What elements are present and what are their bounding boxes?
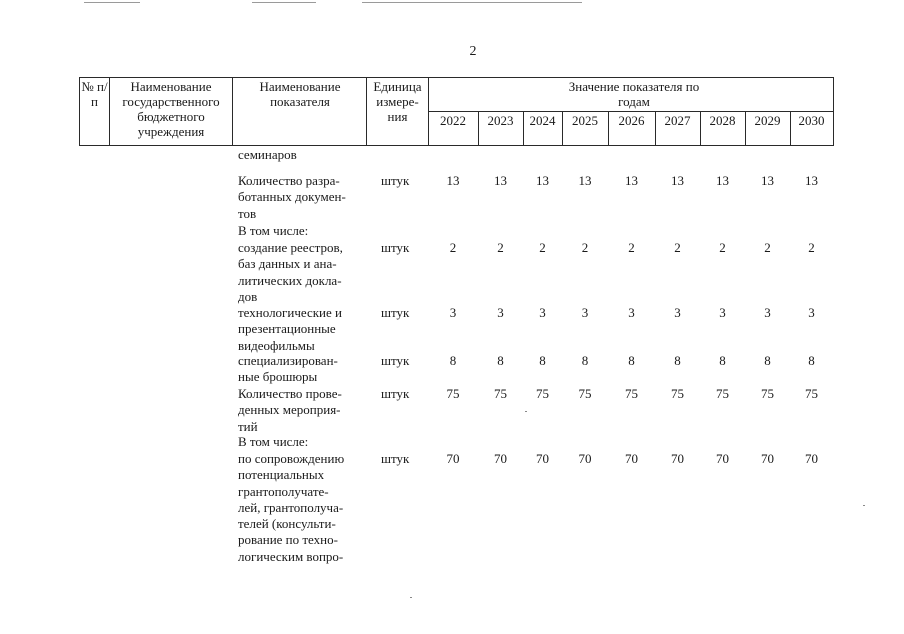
indicator-name — [238, 451, 364, 565]
indicator-name — [238, 173, 364, 222]
indicator-line: тий — [238, 418, 258, 434]
indicator-line: видеофильмы — [238, 337, 315, 353]
indicator-line: рование по техно- — [238, 532, 338, 548]
indicator-line: ботанных докумен- — [238, 189, 346, 205]
header-unit: Единица измере-ния — [373, 79, 422, 124]
value-cell: 75 — [716, 386, 729, 401]
value-cell: 2 — [539, 240, 546, 255]
value-cell: 3 — [449, 305, 457, 320]
value-cell: 3 — [808, 305, 815, 320]
value-cell: 13 — [536, 173, 549, 188]
scan-speck — [410, 597, 412, 598]
header-year: 2027 — [664, 113, 691, 128]
indicator-name — [238, 223, 364, 239]
value-cell: 75 — [536, 386, 549, 401]
indicator-name — [238, 353, 364, 386]
value-cell: 75 — [625, 386, 638, 401]
value-cell: 2 — [497, 240, 504, 255]
value-cell: 75 — [805, 386, 818, 401]
value-cell: 70 — [625, 451, 638, 466]
value-cell: 3 — [719, 305, 726, 320]
value-cell: 8 — [808, 353, 815, 368]
indicator-name — [238, 240, 364, 305]
value-cell: 13 — [578, 173, 592, 188]
indicator-line: лей, грантополуча- — [238, 499, 344, 515]
value-cell: 13 — [446, 173, 460, 188]
value-cell: 2 — [674, 240, 681, 255]
unit-cell: штук — [381, 173, 410, 188]
header-year: 2030 — [798, 113, 825, 128]
header-year: 2023 — [487, 113, 514, 128]
indicator-line: ные брошюры — [238, 369, 318, 385]
indicator-line: тов — [238, 205, 257, 221]
value-cell: 13 — [671, 173, 684, 188]
value-cell: 75 — [671, 386, 684, 401]
value-cell: 2 — [808, 240, 815, 255]
header-institution: Наименование государственного бюджетного учреждения — [122, 79, 220, 139]
value-cell: 75 — [494, 386, 507, 401]
value-cell: 70 — [536, 451, 549, 466]
indicator-line: баз данных и ана- — [238, 256, 337, 272]
value-cell: 13 — [625, 173, 638, 188]
header-year: 2028 — [709, 113, 736, 128]
indicator-line: логическим вопро- — [238, 548, 344, 564]
value-cell: 2 — [449, 240, 457, 255]
value-cell: 75 — [761, 386, 774, 401]
indicator-line: дов — [238, 288, 258, 304]
indicator-line: Количество прове- — [238, 386, 342, 401]
indicator-line: семинаров — [238, 147, 297, 162]
header-value-group: Значение показателя по годам — [568, 79, 700, 109]
indicator-line: специализирован- — [238, 353, 338, 368]
indicator-line: денных мероприя- — [238, 402, 341, 418]
value-cell: 13 — [805, 173, 818, 188]
indicator-line: литических докла- — [238, 272, 342, 288]
unit-cell: штук — [381, 240, 410, 255]
value-cell: 3 — [628, 305, 635, 320]
value-cell: 70 — [761, 451, 774, 466]
indicator-name — [238, 434, 364, 450]
value-cell: 8 — [449, 353, 457, 368]
page-number: 2 — [469, 44, 477, 59]
indicator-name — [238, 386, 364, 435]
unit-cell: штук — [381, 305, 410, 320]
value-cell: 2 — [581, 240, 589, 255]
value-cell: 8 — [674, 353, 681, 368]
value-cell: 2 — [719, 240, 726, 255]
indicator-line: В том числе: — [238, 434, 309, 449]
indicator-name — [238, 305, 364, 354]
indicator-line: технологические и — [238, 305, 342, 320]
unit-cell: штук — [381, 451, 410, 466]
value-cell: 8 — [581, 353, 589, 368]
value-cell: 8 — [539, 353, 546, 368]
header-year: 2024 — [529, 113, 556, 128]
value-cell: 2 — [764, 240, 771, 255]
scan-speck — [863, 505, 865, 506]
unit-cell: штук — [381, 353, 410, 368]
value-cell: 70 — [671, 451, 684, 466]
header-year: 2025 — [572, 113, 598, 128]
value-cell: 75 — [578, 386, 592, 401]
value-cell: 13 — [761, 173, 774, 188]
unit-cell: штук — [381, 386, 410, 401]
value-cell: 70 — [578, 451, 592, 466]
header-num: № п/п — [81, 79, 108, 109]
value-cell: 70 — [494, 451, 507, 466]
indicator-line: грантополучате- — [238, 483, 329, 499]
indicator-line: Количество разра- — [238, 173, 340, 188]
indicator-line: В том числе: — [238, 223, 309, 238]
value-cell: 2 — [628, 240, 635, 255]
indicator-line: презентационные — [238, 321, 336, 337]
value-cell: 8 — [628, 353, 635, 368]
value-cell: 70 — [716, 451, 729, 466]
header-year: 2029 — [754, 113, 781, 128]
value-cell: 3 — [674, 305, 681, 320]
scan-speck — [525, 411, 527, 412]
value-cell: 70 — [805, 451, 818, 466]
indicator-line: создание реестров, — [238, 240, 343, 255]
indicator-name — [238, 147, 364, 163]
value-cell: 3 — [581, 305, 589, 320]
value-cell: 75 — [446, 386, 460, 401]
header-indicator: Наименование показателя — [259, 79, 341, 109]
header-year: 2026 — [618, 113, 645, 128]
value-cell: 8 — [497, 353, 504, 368]
indicator-line: телей (консульти- — [238, 516, 336, 532]
value-cell: 3 — [539, 305, 546, 320]
value-cell: 70 — [446, 451, 460, 466]
value-cell: 8 — [719, 353, 726, 368]
value-cell: 3 — [497, 305, 504, 320]
indicator-line: потенциальных — [238, 467, 325, 483]
value-cell: 8 — [764, 353, 771, 368]
header-year: 2022 — [440, 113, 466, 128]
value-cell: 3 — [764, 305, 771, 320]
indicator-line: по сопровождению — [238, 451, 345, 466]
value-cell: 13 — [494, 173, 507, 188]
value-cell: 13 — [716, 173, 729, 188]
